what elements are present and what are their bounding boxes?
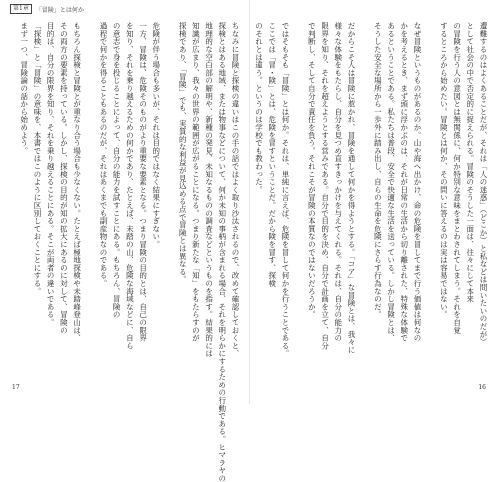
text-line: ちなみに冒険と探検の違いはこの手の話ではよく取り沙汰されるので、改めて確認しておくと、: [231, 22, 240, 358]
text-line: なぜ冒険というものがあるのか。山や海へ出かけ、命の危険を冒してまで行う価値は何なの: [412, 22, 422, 342]
text-line: として社会の中で否定的に捉えられる。冒険のそうした一面は、往々にして本来: [465, 22, 475, 303]
text-line: ではそもそも「冒険」とは何か。それは、単純に言えば、危険を冒して何かを行うことである。: [280, 22, 290, 358]
chapter-label: 第1章: [10, 4, 32, 14]
text-line: 目的は、自分の限界を知り、それを乗り越えることにある。そこが両者の違いである。: [46, 22, 56, 327]
text-line: を知り、それを乗り越えるための何かであり、たとえば、未踏の山、危険な海域などに、自ら: [125, 22, 135, 350]
text-line: 様々な体験をもたらし、自分を見つめ直すきっかけを与えてくれる。それは、自分の能力の: [333, 22, 343, 342]
text-line: [84, 22, 97, 374]
text-line: 限界を知り、それを超えようとする営みである。自分で目的を決め、自分で計画を立て、自分: [320, 22, 330, 350]
text-line: [163, 22, 176, 374]
text-line: のそれとは違う。というのは学校でも教わった。: [254, 22, 264, 194]
text-line: その両方の要素を持っている。しかし、探検の目的が知の拡大にあるのに対して、冒険の: [59, 22, 69, 334]
page-number-right: 16: [478, 384, 486, 391]
text-line: 探検とはある地域、または物事などについて、何か未知の事柄が含まれる場合、それを明らかにするための行動である。ヒマラヤの: [217, 22, 227, 482]
text-line: 一方、冒険は、危険そのものがより重要な要素となる。つまり冒険の目的とは、自己の限界: [138, 22, 148, 342]
text-line: 探検であり、「冒険」でも、実質的な利益が見込める点で冒険とは異なる。: [178, 22, 188, 284]
text-line: だからこそ人は冒険に惹かれ、冒険を通して何かを得ようとする。「コア」な冒険とは、我々に: [346, 22, 356, 354]
text-line: の意志で身を投じることによって、自分の能力を試すことにある。もちろん、冒険の: [112, 22, 122, 319]
text-line: の冒険を行う人の意図とは無関係に、何か特別な意味をまとわされてしまう。それを自覚: [452, 22, 462, 334]
text-line: 遭難するのはよくあることだが、それは「人の迷惑」（どこか）と私などは問いたいのだが）: [479, 22, 488, 346]
text-line: [424, 22, 437, 374]
text-line: するところから始めたい。冒険とは何か、その問いに答えるのは実は容易ではない。: [439, 22, 449, 319]
text-line: かを考えるとき、まず頭に浮かぶのは、それが日常の生活から切り離された、特殊な体験で: [399, 22, 409, 342]
text-line: で判断し、そして自分で責任を負う。それこそが冒険の本質なのではないだろうか。: [307, 22, 317, 319]
right-body-text: [254, 22, 490, 374]
text-line: ここでは「冒・険」とは、危険を冒すということだ。だから険を冒す、探検: [267, 22, 277, 288]
text-line: まず一つ、冒険論の話から始めよう。: [19, 22, 29, 155]
running-header: [10, 4, 84, 14]
text-line: [292, 22, 305, 374]
text-line: 知識が広まり、我々の世界の範囲が広がることになる。つまり新たな「知」をもたらすのが: [191, 22, 201, 342]
text-line: 危険が伴う場合も多いが、それは目的ではなく結果にすぎない。: [151, 22, 161, 249]
text-line: [358, 22, 371, 374]
text-line: あるということである。私たちは普段、安全で快適な生活を送っている。しかし冒険とは、: [386, 22, 396, 342]
page-number-left: 17: [12, 384, 20, 391]
text-line: 地理的な空白部の解明や、新種の発見、未知なるものの調査などというものを指す。結果的には: [204, 22, 214, 358]
text-line: そうした安全な場所から一歩外に踏み出し、自らの生命を危険にさらす行為なのだ。: [373, 22, 383, 319]
text-line: 過程で何かを得ることもあるのだが、それはあくまでも副産物なのである。: [98, 22, 108, 288]
text-line: 「探検」と「冒険」の意味を、本書ではこのように区別しておくことにする。: [32, 22, 42, 295]
chapter-title: 「冒険」とは何か: [35, 6, 84, 14]
text-line: もちろん探検と冒険とが重なり合う場合も少なくない。たとえば極地探検や未踏峰登山は、: [72, 22, 82, 342]
right-page: [250, 0, 500, 404]
